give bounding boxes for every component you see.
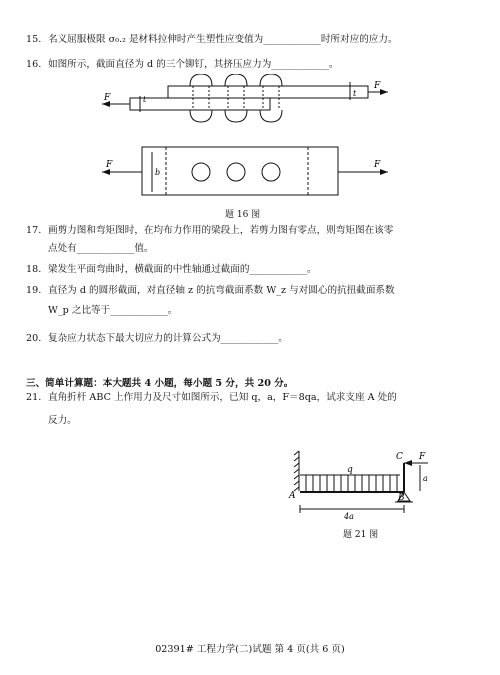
question-text: 梁发生平面弯曲时，横截面的中性轴通过截面的____________。 [48, 264, 317, 275]
question-15 [26, 33, 398, 46]
question-text-line2: 反力。 [48, 415, 77, 426]
figure-21-caption: 题 21 图 [343, 530, 379, 540]
question-19 [26, 284, 395, 297]
point-label: A [289, 491, 296, 501]
question-text-line2: 点处有____________值。 [48, 243, 154, 254]
question-text: 复杂应力状态下最大切应力的计算公式为____________。 [48, 333, 288, 344]
dimension-label: 4a [344, 512, 354, 521]
question-17-cont [48, 242, 154, 255]
question-number: 21. [26, 392, 42, 403]
rivet-hole-3 [262, 163, 280, 181]
rivet-hole-2 [227, 163, 245, 181]
page-footer: 02391# 工程力学(二)试题 第 4 页(共 6 页) [155, 644, 345, 655]
figure-21-bent-bar [282, 445, 442, 525]
question-text: 名义屈服极限 σ₀.₂ 是材料拉伸时产生塑性应变值为____________时所对应的应力。 [48, 34, 398, 45]
question-19-cont [48, 304, 177, 317]
question-18 [26, 263, 317, 276]
figure-16-caption: 题 16 图 [225, 210, 261, 220]
question-16 [26, 58, 338, 71]
figure-16-rivet-joint [100, 74, 390, 214]
section-heading: 三、简单计算题：本大题共 4 小题，每小题 5 分，共 20 分。 [26, 378, 294, 389]
rivet-hole-1 [192, 163, 210, 181]
question-text-line2: W_p 之比等于____________。 [48, 305, 178, 316]
question-21-cont [48, 414, 77, 427]
force-label: F [104, 93, 111, 103]
thickness-label: t [353, 89, 357, 98]
force-label: F [374, 81, 381, 91]
question-text-line1: 画剪力图和弯矩图时，在均布力作用的梁段上，若剪力图有零点，则弯矩图在该零 [48, 225, 394, 236]
question-number: 15. [26, 34, 42, 45]
question-number: 19. [26, 285, 42, 296]
question-number: 16. [26, 59, 42, 70]
force-label: F [374, 160, 381, 170]
force-label: F [419, 452, 426, 462]
point-label: C [396, 452, 403, 462]
question-number: 18. [26, 264, 42, 275]
thickness-label: t [143, 95, 147, 104]
dimension-label: a [423, 474, 428, 483]
question-17 [26, 224, 393, 237]
question-number: 17. [26, 225, 42, 236]
point-label: B [398, 493, 405, 503]
question-20 [26, 332, 288, 345]
question-number: 20. [26, 333, 42, 344]
question-21 [26, 391, 397, 404]
question-text: 如图所示，截面直径为 d 的三个铆钉，其挤压应力为____________。 [48, 59, 339, 70]
load-label: q [347, 465, 353, 475]
force-label: F [106, 160, 113, 170]
question-text-line1: 直角折杆 ABC 上作用力及尺寸如图所示，已知 q，a，F＝8qa，试求支座 A 处的 [48, 392, 397, 403]
width-label: b [155, 168, 161, 177]
question-text-line1: 直径为 d 的圆形截面，对直径轴 z 的抗弯截面系数 W_z 与对圆心的抗扭截面系数 [48, 285, 395, 296]
